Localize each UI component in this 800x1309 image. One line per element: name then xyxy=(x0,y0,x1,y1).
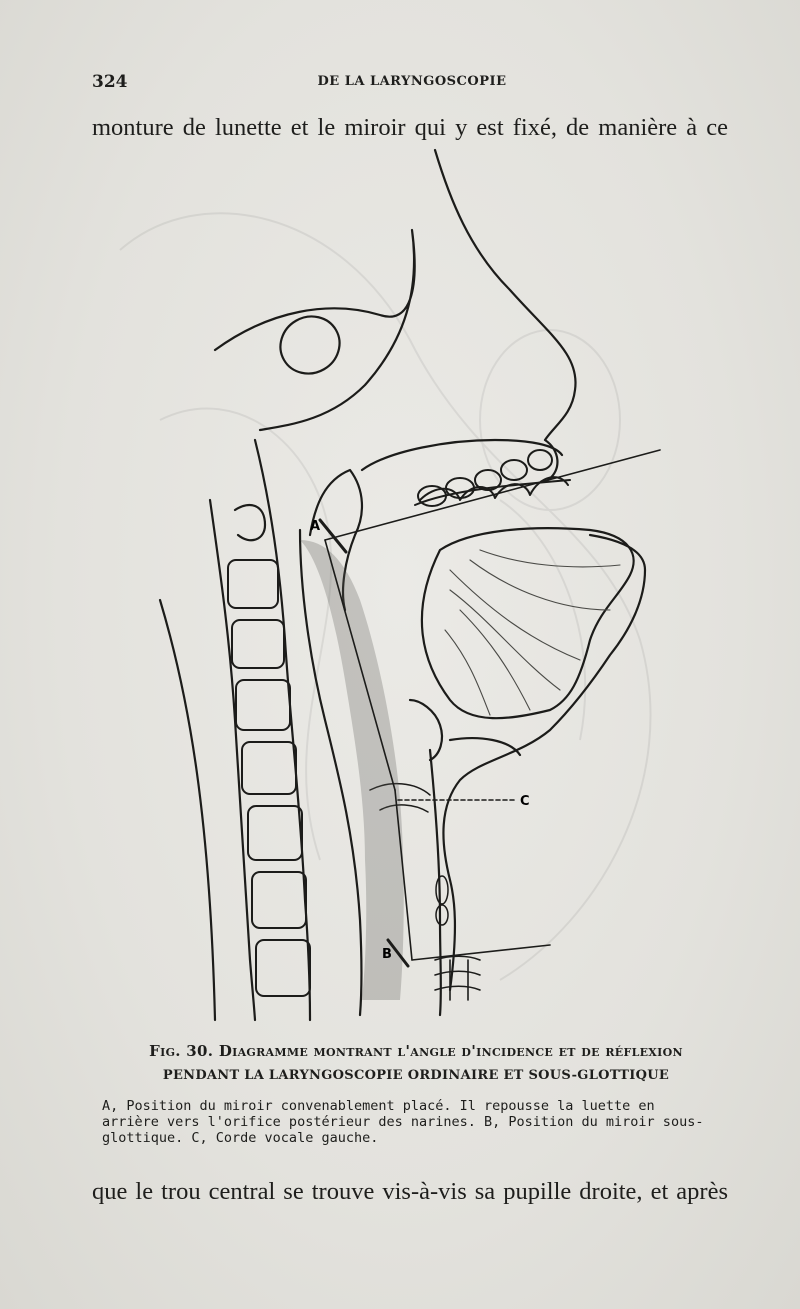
sagittal-section-diagram xyxy=(150,140,670,1025)
running-header xyxy=(92,72,732,96)
figure-label-a: A xyxy=(310,519,321,534)
caption-text xyxy=(102,1098,732,1146)
caption-text-line-3: glottique. C, Corde vocale gauche. xyxy=(102,1130,379,1146)
lower-jaw xyxy=(443,535,645,990)
hard-palate xyxy=(362,440,562,470)
atlas-outline xyxy=(235,505,265,540)
caption-text-line-1: A, Position du miroir convenablement placé. Il repousse la luette en xyxy=(102,1098,655,1114)
caption-title-line-1: Fig. 30. Diagramme montrant l'angle d'incidence et de réflexion xyxy=(149,1042,683,1060)
epiglottis xyxy=(410,700,442,760)
sinus-outline xyxy=(270,306,350,384)
posterior-pharynx-shading xyxy=(300,540,404,1000)
cervical-vertebrae xyxy=(228,560,310,996)
figure-label-b: B xyxy=(382,947,392,962)
upper-teeth xyxy=(415,450,570,506)
spine-back xyxy=(210,500,255,1020)
body-text-top-line: monture de lunette et le miroir qui y est fixé, de manière à ce xyxy=(92,114,728,141)
face-profile xyxy=(435,150,576,480)
body-text-bottom-line: que le trou central se trouve vis-à-vis sa pupille droite, et après xyxy=(92,1178,728,1205)
figure-label-c: C xyxy=(520,794,530,809)
neck-skin xyxy=(160,600,215,1020)
skull-base xyxy=(215,230,415,430)
tongue xyxy=(422,528,634,718)
caption-text-line-2: arrière vers l'orifice postérieur des narines. B, Position du miroir sous- xyxy=(102,1114,704,1130)
page-number: 324 xyxy=(92,72,128,92)
caption-title-line-2: PENDANT LA LARYNGOSCOPIE ORDINAIRE ET SOUS-GLOTTIQUE xyxy=(162,1068,670,1083)
running-head-title: DE LA LARYNGOSCOPIE xyxy=(317,74,507,89)
